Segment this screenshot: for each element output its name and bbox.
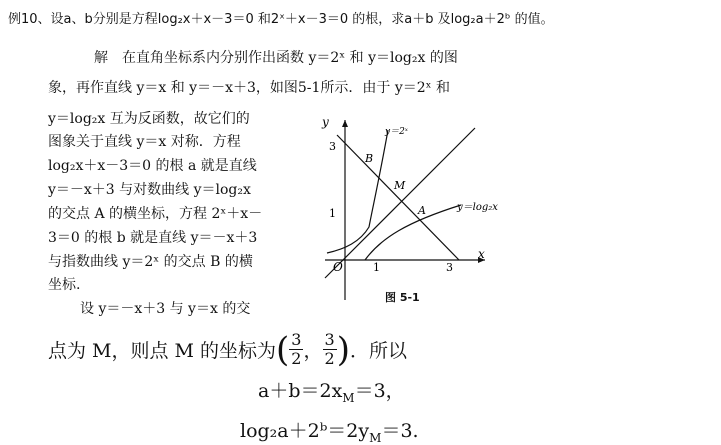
fraction-x-denominator: 2 bbox=[291, 349, 302, 368]
solution-line-10: 坐标. bbox=[48, 277, 81, 293]
question-text: 例10、设a、b分别是方程log₂x＋x－3＝0 和2ˣ＋x－3＝0 的根，求a＋b 及log₂a＋2ᵇ 的值。 bbox=[8, 12, 554, 27]
solution-line-1: 解 在直角坐标系内分别作出函数 y＝2ˣ 和 y＝log₂x 的图 bbox=[94, 50, 458, 66]
close-paren: ) bbox=[336, 329, 350, 370]
point-b-label: B bbox=[365, 152, 374, 165]
solution-line-2: 象，再作直线 y＝x 和 y＝－x＋3，如图5-1所示．由于 y＝2ˣ 和 bbox=[48, 80, 451, 96]
tick-x-1: 1 bbox=[373, 261, 380, 274]
fraction-y-numerator: 3 bbox=[324, 330, 335, 349]
fraction-x bbox=[289, 331, 303, 368]
solution-line-8: 3＝0 的根 b 就是直线 y＝－x＋3 bbox=[48, 230, 258, 246]
tick-y-3: 3 bbox=[329, 140, 336, 153]
coordinate-text: 点为 M，则点 M 的坐标为 bbox=[48, 340, 277, 362]
point-m-label: M bbox=[394, 179, 406, 192]
solution-line-9: 与指数曲线 y＝2ˣ 的交点 B 的横 bbox=[48, 254, 253, 270]
equation-2-subscript: M bbox=[369, 430, 382, 445]
equation-1-main: a＋b＝2x bbox=[258, 380, 343, 402]
solution-line-6: y＝－x＋3 与对数曲线 y＝log₂x bbox=[48, 182, 251, 198]
line-y-equals-x bbox=[325, 128, 475, 278]
equation-1 bbox=[258, 376, 405, 405]
open-paren: ( bbox=[276, 329, 290, 370]
y-axis-arrow bbox=[342, 120, 348, 127]
tick-x-3: 3 bbox=[446, 261, 453, 274]
equation-2-tail: ＝3. bbox=[381, 420, 419, 442]
exp-curve-label: y＝2ˣ bbox=[385, 127, 409, 137]
solution-line-5: log₂x＋x－3＝0 的根 a 就是直线 bbox=[48, 158, 257, 174]
equation-2-main: log₂a＋2ᵇ＝2y bbox=[240, 420, 370, 442]
equation-1-tail: ＝3， bbox=[354, 380, 405, 402]
origin-label: O bbox=[333, 260, 343, 274]
axis-y-label: y bbox=[322, 115, 329, 129]
fraction-separator: ， bbox=[303, 340, 323, 362]
equation-2 bbox=[240, 416, 419, 445]
axis-x-label: x bbox=[478, 247, 485, 261]
coordinate-tail: ．所以 bbox=[349, 340, 407, 362]
log-curve-label: y＝log₂x bbox=[457, 202, 498, 213]
solution-line-4: 图象关于直线 y＝x 对称．方程 bbox=[48, 134, 241, 150]
solution-line-3: y＝log₂x 互为反函数，故它们的 bbox=[48, 111, 250, 127]
solution-line-7: 的交点 A 的横坐标，方程 2ˣ＋x－ bbox=[48, 206, 263, 222]
solution-line-11: 设 y＝－x＋3 与 y＝x 的交 bbox=[80, 301, 251, 317]
curve-exp bbox=[327, 130, 388, 253]
point-a-label: A bbox=[418, 204, 426, 217]
equation-1-subscript: M bbox=[342, 390, 355, 405]
tick-y-1: 1 bbox=[329, 207, 336, 220]
fraction-y-denominator: 2 bbox=[324, 349, 335, 368]
fraction-y bbox=[323, 331, 337, 368]
figure-graph bbox=[315, 110, 515, 310]
figure-caption: 图 5-1 bbox=[385, 291, 420, 304]
fraction-x-numerator: 3 bbox=[291, 330, 302, 349]
coordinate-line bbox=[48, 331, 407, 368]
